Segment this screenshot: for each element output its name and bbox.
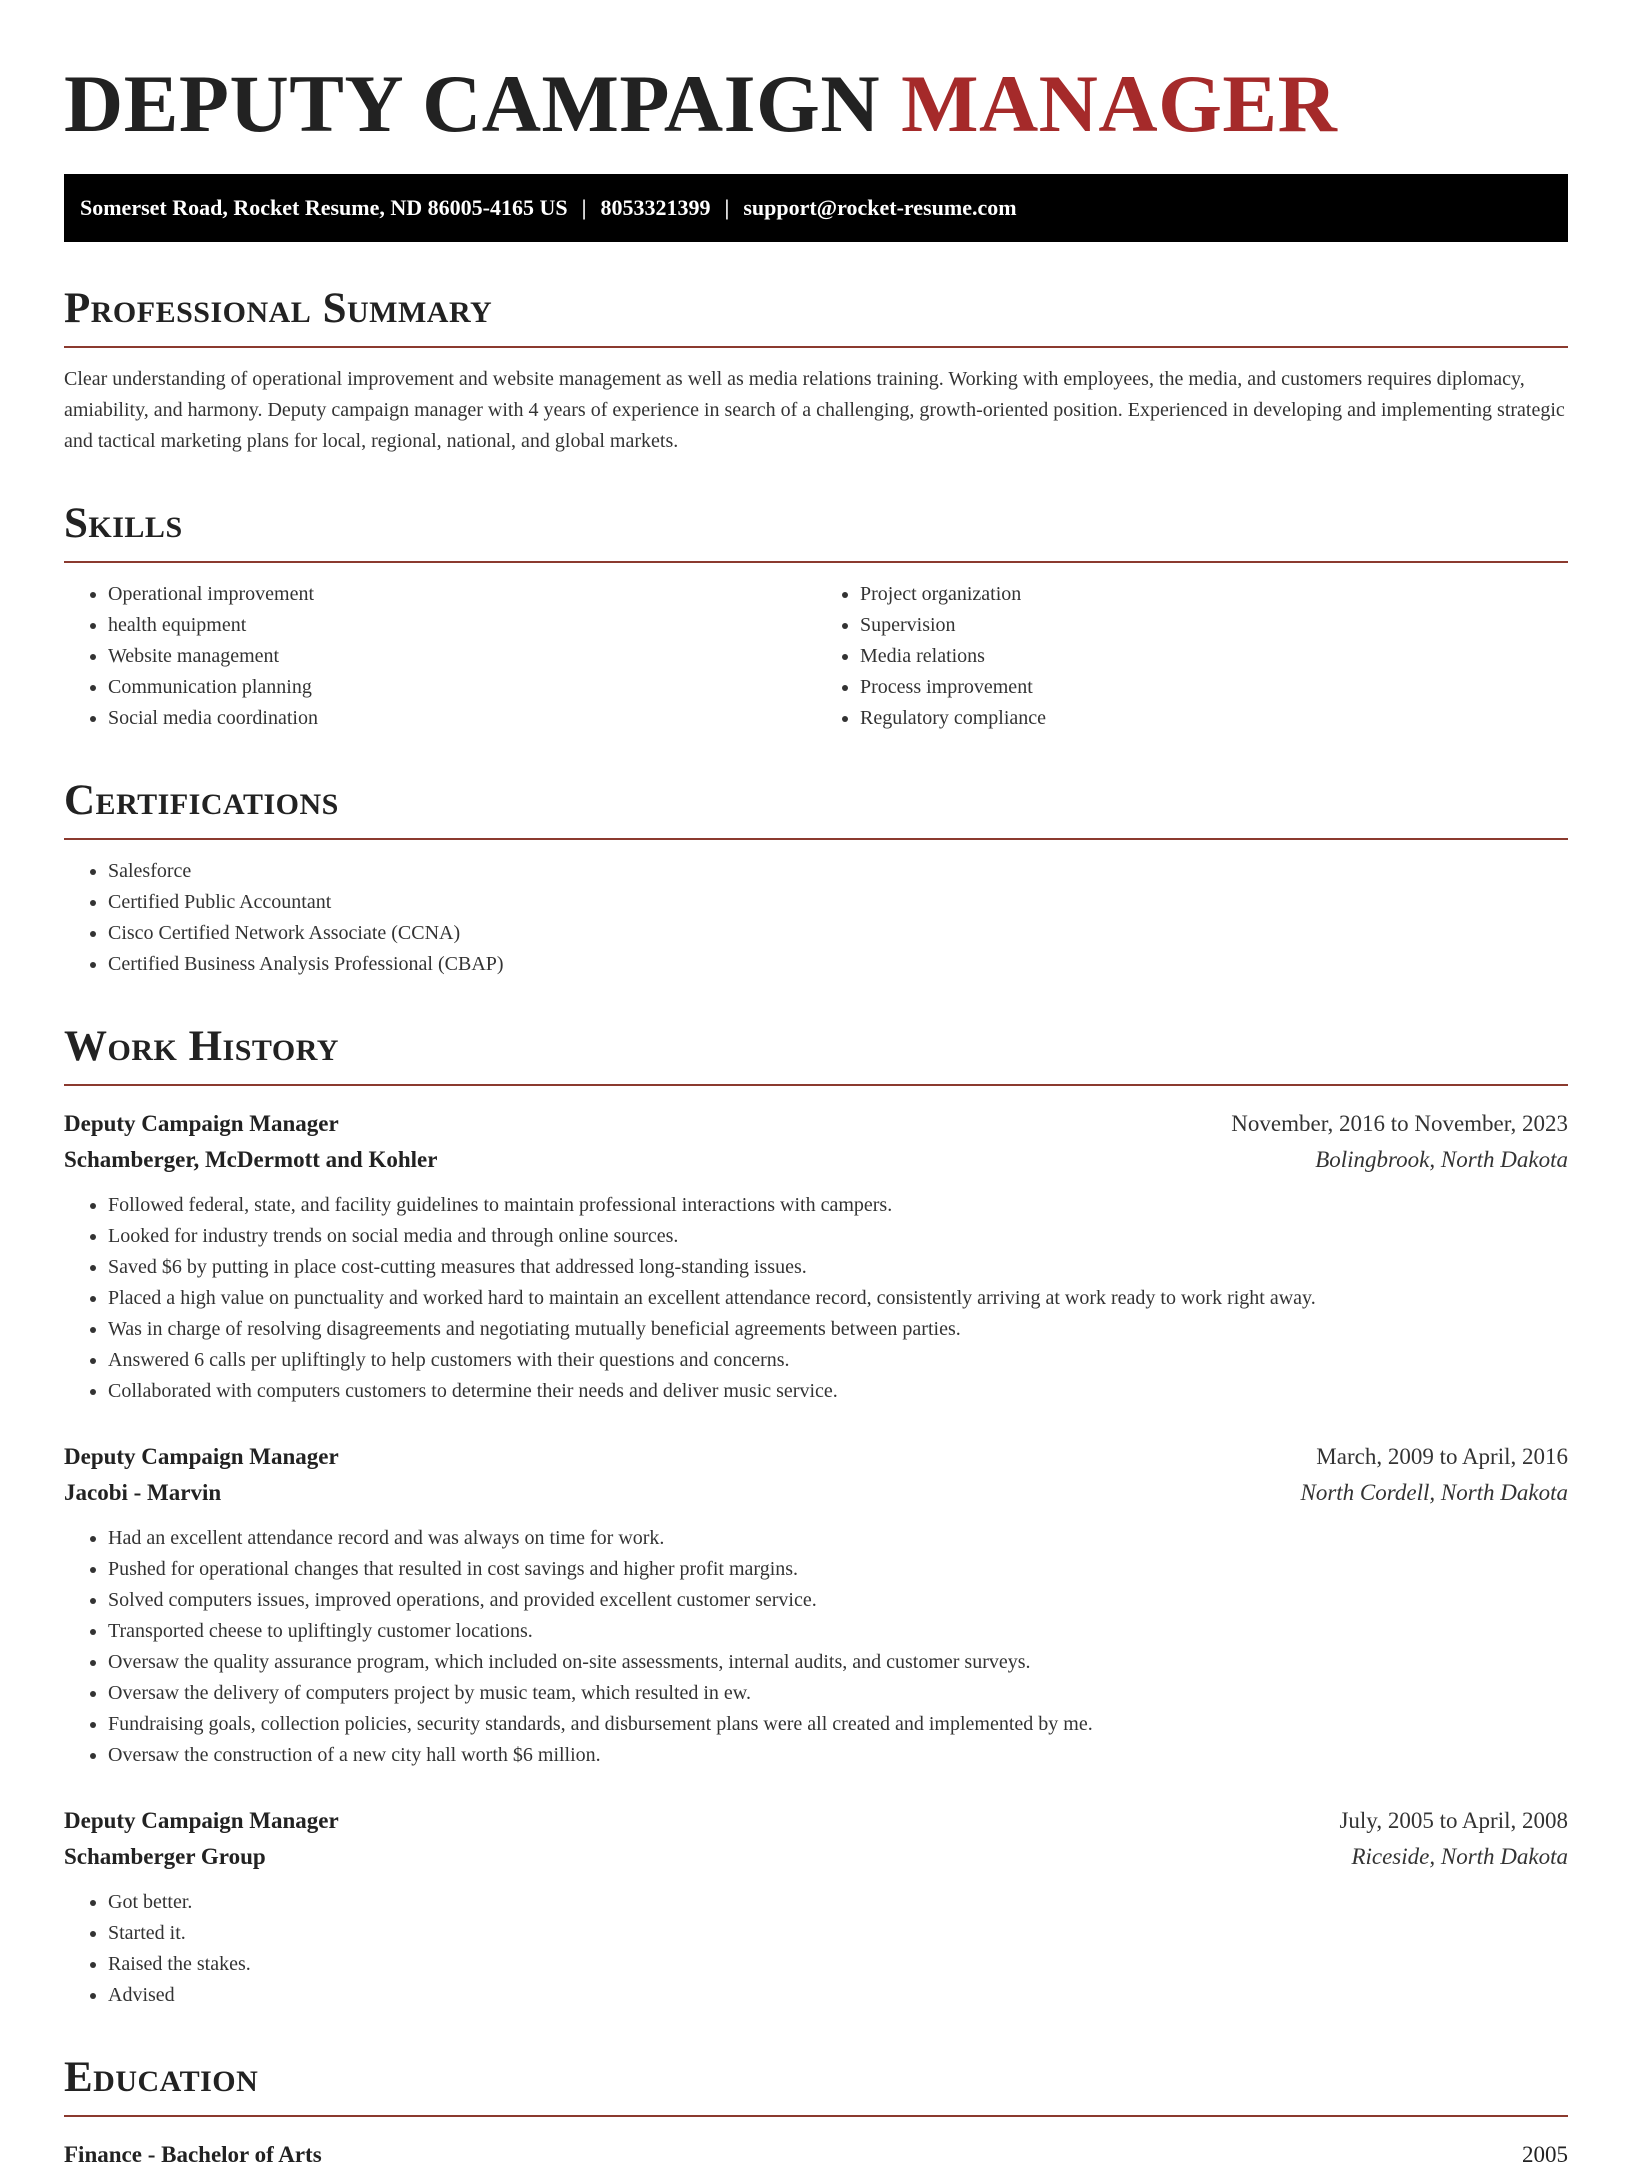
job-duty-item: • Followed federal, state, and facility guidelines to maintain professional interactions with campers.: [108, 1190, 1568, 1221]
job-dates: July, 2005 to April, 2008: [1339, 1808, 1568, 1833]
contact-email: support@rocket-resume.com: [743, 195, 1017, 220]
job-company-row: [64, 1142, 1568, 1178]
job-duty-item: • Oversaw the delivery of computers project by music team, which resulted in ew.: [108, 1678, 1568, 1709]
job-duty-item: • Oversaw the construction of a new city hall worth $6 million.: [108, 1740, 1568, 1771]
job-duty-item: • Pushed for operational changes that resulted in cost savings and higher profit margins.: [108, 1554, 1568, 1585]
job-title: Deputy Campaign Manager: [64, 1808, 339, 1833]
job-location: North Cordell, North Dakota: [1300, 1480, 1568, 1505]
education-degree: Finance - Bachelor of Arts: [64, 2142, 322, 2167]
skill-item: • Process improvement: [860, 672, 1568, 703]
job-duty-item: • Transported cheese to upliftingly customer locations.: [108, 1616, 1568, 1647]
skills-section: [64, 499, 1568, 734]
certifications-list: [64, 856, 1568, 980]
job-duty-item: • Was in charge of resolving disagreements and negotiating mutually beneficial agreements between parties.: [108, 1314, 1568, 1345]
job-duty-item: • Looked for industry trends on social media and through online sources.: [108, 1221, 1568, 1252]
skill-item: • Operational improvement: [108, 579, 816, 610]
job-company-row: [64, 1475, 1568, 1511]
certification-item: • Cisco Certified Network Associate (CCNA): [108, 918, 1568, 949]
job-duty-item: • Answered 6 calls per upliftingly to help customers with their questions and concerns.: [108, 1345, 1568, 1376]
summary-section: [64, 284, 1568, 457]
job-header-row: [64, 1803, 1568, 1839]
education-heading: Education: [64, 2053, 1568, 2117]
job-header-row: [64, 1439, 1568, 1475]
work-history-section: [64, 1022, 1568, 2011]
job-location: Riceside, North Dakota: [1351, 1844, 1568, 1869]
contact-phone: 8053321399: [600, 195, 711, 220]
education-section: [64, 2053, 1568, 2173]
skill-item: • Social media coordination: [108, 703, 816, 734]
job-duty-item: • Fundraising goals, collection policies, security standards, and disbursement plans were all created and implemented by me.: [108, 1709, 1568, 1740]
certification-item: • Salesforce: [108, 856, 1568, 887]
skill-item: • Media relations: [860, 641, 1568, 672]
job-entry: [64, 1106, 1568, 1407]
skill-item: • Supervision: [860, 610, 1568, 641]
job-duty-item: • Raised the stakes.: [108, 1949, 1568, 1980]
summary-text: Clear understanding of operational improvement and website management as well as media relations training. Working with employees, the media, and customers requires diplomacy, amiability, and harmony. Deputy campaign manager with 4 years of experience in search of a challenging, growth-oriented position. Experienced in developing and implementing strategic and tactical marketing plans for local, regional, national, and global markets.: [64, 368, 1565, 452]
job-dates: November, 2016 to November, 2023: [1231, 1111, 1568, 1136]
job-company: Schamberger, McDermott and Kohler: [64, 1147, 438, 1172]
certifications-section: [64, 776, 1568, 980]
job-duty-item: • Advised: [108, 1980, 1568, 2011]
job-duty-item: • Oversaw the quality assurance program, which included on-site assessments, internal audits, and customer surveys.: [108, 1647, 1568, 1678]
name-first: DEPUTY CAMPAIGN: [64, 58, 881, 149]
job-title: Deputy Campaign Manager: [64, 1111, 339, 1136]
job-location: Bolingbrook, North Dakota: [1315, 1147, 1568, 1172]
education-year: 2005: [1522, 2142, 1568, 2167]
skill-item: • Project organization: [860, 579, 1568, 610]
job-duty-item: • Solved computers issues, improved operations, and provided excellent customer service.: [108, 1585, 1568, 1616]
resume-name: [64, 58, 1568, 150]
skill-item: • Website management: [108, 641, 816, 672]
job-duties-list: [64, 1887, 1568, 2011]
summary-heading: Professional Summary: [64, 284, 1568, 348]
job-company: Jacobi - Marvin: [64, 1480, 222, 1505]
contact-separator: |: [724, 195, 730, 220]
job-duty-item: • Got better.: [108, 1887, 1568, 1918]
job-duty-item: • Placed a high value on punctuality and worked hard to maintain an excellent attendance record, consistently arriving at work ready to work right away.: [108, 1283, 1568, 1314]
job-duties-list: [64, 1523, 1568, 1771]
job-duty-item: • Had an excellent attendance record and was always on time for work.: [108, 1523, 1568, 1554]
skills-grid: [64, 563, 1568, 734]
job-duties-list: [64, 1190, 1568, 1407]
skill-item: • Regulatory compliance: [860, 703, 1568, 734]
skills-list-left: [64, 579, 816, 734]
resume-page: [64, 0, 1568, 2173]
contact-bar: [64, 174, 1568, 242]
skill-item: • Communication planning: [108, 672, 816, 703]
certification-item: • Certified Public Accountant: [108, 887, 1568, 918]
contact-address: Somerset Road, Rocket Resume, ND 86005-4165 US: [80, 195, 568, 220]
job-company-row: [64, 1839, 1568, 1875]
contact-separator: |: [581, 195, 587, 220]
skills-heading: Skills: [64, 499, 1568, 563]
skills-list-right: [816, 579, 1568, 734]
certifications-heading: Certifications: [64, 776, 1568, 840]
job-duty-item: • Saved $6 by putting in place cost-cutting measures that addressed long-standing issues.: [108, 1252, 1568, 1283]
job-duty-item: • Started it.: [108, 1918, 1568, 1949]
job-entry: [64, 1803, 1568, 2011]
work-history-heading: Work History: [64, 1022, 1568, 1086]
job-dates: March, 2009 to April, 2016: [1316, 1444, 1568, 1469]
job-title: Deputy Campaign Manager: [64, 1444, 339, 1469]
certification-item: • Certified Business Analysis Professional (CBAP): [108, 949, 1568, 980]
job-duty-item: • Collaborated with computers customers to determine their needs and deliver music service.: [108, 1376, 1568, 1407]
job-company: Schamberger Group: [64, 1844, 266, 1869]
job-header-row: [64, 1106, 1568, 1142]
name-last: MANAGER: [901, 58, 1338, 149]
job-entry: [64, 1439, 1568, 1771]
skill-item: • health equipment: [108, 610, 816, 641]
education-row: [64, 2137, 1568, 2173]
